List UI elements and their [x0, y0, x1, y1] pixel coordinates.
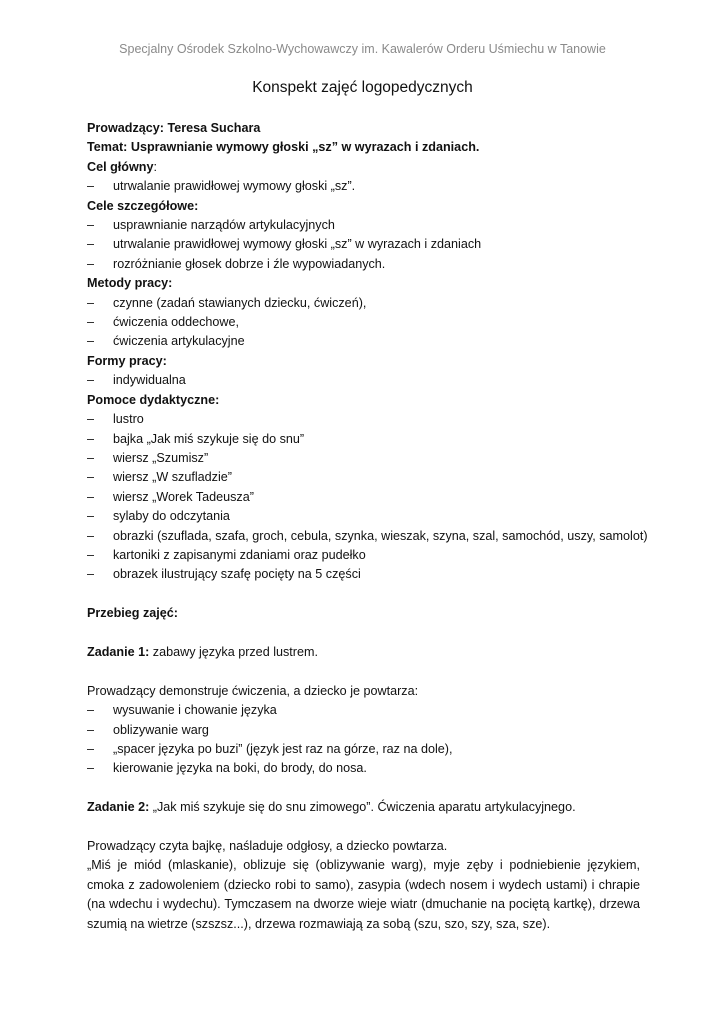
list-item-text: lustro [113, 412, 144, 427]
list-item-text: kierowanie języka na boki, do brody, do nosa. [113, 761, 367, 776]
topic-line: Temat: Usprawnianie wymowy głoski „sz” w wyrazach i zdaniach. [87, 140, 480, 155]
task2-intro: Prowadzący czyta bajkę, naśladuje odgłosy, a dziecko powtarza. [87, 838, 448, 853]
aids-heading: Pomoce dydaktyczne: [87, 392, 220, 407]
task2-story: „Miś je miód (mlaskanie), oblizuje się (oblizywanie warg), myje zęby i podniebienie językiem, cmoka z zadowoleniem (dziecko robi to samo), zasypia (wdech nosem i wydech ustami) i chrapie (na wdechu i wydechu). Tymczasem na dworze wieje wiatr (dmuchanie na pociętą kartkę), drzewa szumią na wietrze (szszsz...), drzewa rozmawiają za sobą (szu, szo, szy, sza, sze). [87, 858, 640, 931]
spacer [87, 585, 640, 604]
list-item [87, 721, 640, 740]
main-goal-label: Cel główny [87, 159, 154, 174]
list-item [87, 332, 640, 351]
dash-bullet: – [87, 567, 95, 582]
list-item [87, 216, 640, 235]
list-item-text: bajka „Jak miś szykuje się do snu” [113, 431, 305, 446]
list-item [87, 410, 640, 429]
dash-bullet: – [87, 179, 95, 194]
list-item-text: wiersz „W szufladzie” [113, 470, 232, 485]
list-item [87, 449, 640, 468]
teacher-line: Prowadzący: Teresa Suchara [87, 121, 261, 135]
list-item-text: wysuwanie i chowanie języka [113, 703, 277, 718]
list-item [87, 546, 640, 565]
list-item [87, 177, 640, 196]
list-item [87, 235, 640, 254]
list-item [87, 507, 640, 526]
dash-bullet: – [87, 334, 95, 349]
list-item [87, 701, 640, 720]
list-item-text: oblizywanie warg [113, 722, 209, 737]
list-item [87, 488, 640, 507]
task2-label: Zadanie 2: [87, 800, 150, 815]
dash-bullet: – [87, 741, 95, 756]
spacer [87, 624, 640, 643]
task1-intro: Prowadzący demonstruje ćwiczenia, a dziecko je powtarza: [87, 683, 419, 698]
list-item-text: wiersz „Szumisz” [113, 450, 209, 465]
list-item-text: kartoniki z zapisanymi zdaniami oraz pudełko [113, 547, 366, 562]
page-header: Specjalny Ośrodek Szkolno-Wychowawczy im. Kawalerów Orderu Uśmiechu w Tanowie [119, 42, 606, 56]
list-item [87, 294, 640, 313]
list-item [87, 371, 640, 390]
list-item [87, 740, 640, 759]
dash-bullet: – [87, 450, 95, 465]
dash-bullet: – [87, 431, 95, 446]
list-item [87, 468, 640, 487]
list-item-text: czynne (zadań stawianych dziecku, ćwiczeń), [113, 295, 367, 310]
task2-heading [87, 798, 640, 817]
task1-label: Zadanie 1: [87, 644, 150, 659]
list-item [87, 313, 640, 332]
spacer [87, 779, 640, 798]
list-item-text: „spacer języka po buzi” (język jest raz na górze, raz na dole), [113, 741, 453, 756]
list-item [87, 430, 640, 449]
list-item-text: ćwiczenia artykulacyjne [113, 334, 245, 349]
list-item-text: obrazki (szuflada, szafa, groch, cebula, szynka, wieszak, szyna, szal, samochód, uszy, samolot) [113, 528, 648, 543]
list-item [87, 565, 640, 584]
spacer [87, 818, 640, 837]
dash-bullet: – [87, 412, 95, 427]
course-heading: Przebieg zajęć: [87, 606, 178, 621]
dash-bullet: – [87, 703, 95, 718]
dash-bullet: – [87, 470, 95, 485]
list-item-text: wiersz „Worek Tadeusza” [113, 489, 254, 504]
dash-bullet: – [87, 722, 95, 737]
list-item-text: ćwiczenia oddechowe, [113, 315, 240, 330]
forms-heading: Formy pracy: [87, 353, 167, 368]
dash-bullet: – [87, 761, 95, 776]
task1-heading [87, 643, 640, 662]
list-item-text: obrazek ilustrujący szafę pocięty na 5 części [113, 567, 361, 582]
list-item-text: indywidualna [113, 373, 186, 388]
dash-bullet: – [87, 218, 95, 233]
dash-bullet: – [87, 373, 95, 388]
dash-bullet: – [87, 489, 95, 504]
dash-bullet: – [87, 315, 95, 330]
task2-text: „Jak miś szykuje się do snu zimowego”. Ćwiczenia aparatu artykulacyjnego. [149, 800, 576, 815]
list-item-text: usprawnianie narządów artykulacyjnych [113, 218, 335, 233]
dash-bullet: – [87, 509, 95, 524]
dash-bullet: – [87, 256, 95, 271]
list-item [87, 759, 640, 778]
list-item-text: utrwalanie prawidłowej wymowy głoski „sz” w wyrazach i zdaniach [113, 237, 482, 252]
methods-heading: Metody pracy: [87, 276, 173, 291]
dash-bullet: – [87, 528, 95, 543]
document-body [87, 119, 648, 934]
page-title: Konspekt zajęć logopedycznych [252, 79, 473, 96]
list-item-text: utrwalanie prawidłowej wymowy głoski „sz”. [113, 179, 356, 194]
list-item [87, 527, 648, 546]
task1-text: zabawy języka przed lustrem. [149, 644, 318, 659]
list-item [87, 255, 640, 274]
dash-bullet: – [87, 237, 95, 252]
main-goal-heading [87, 158, 640, 177]
list-item-text: sylaby do odczytania [113, 509, 230, 524]
main-goal-colon: : [153, 159, 157, 174]
spacer [87, 662, 640, 681]
list-item-text: rozróżnianie głosek dobrze i źle wypowiadanych. [113, 256, 386, 271]
dash-bullet: – [87, 295, 95, 310]
specific-goals-heading: Cele szczegółowe: [87, 198, 199, 213]
dash-bullet: – [87, 547, 95, 562]
